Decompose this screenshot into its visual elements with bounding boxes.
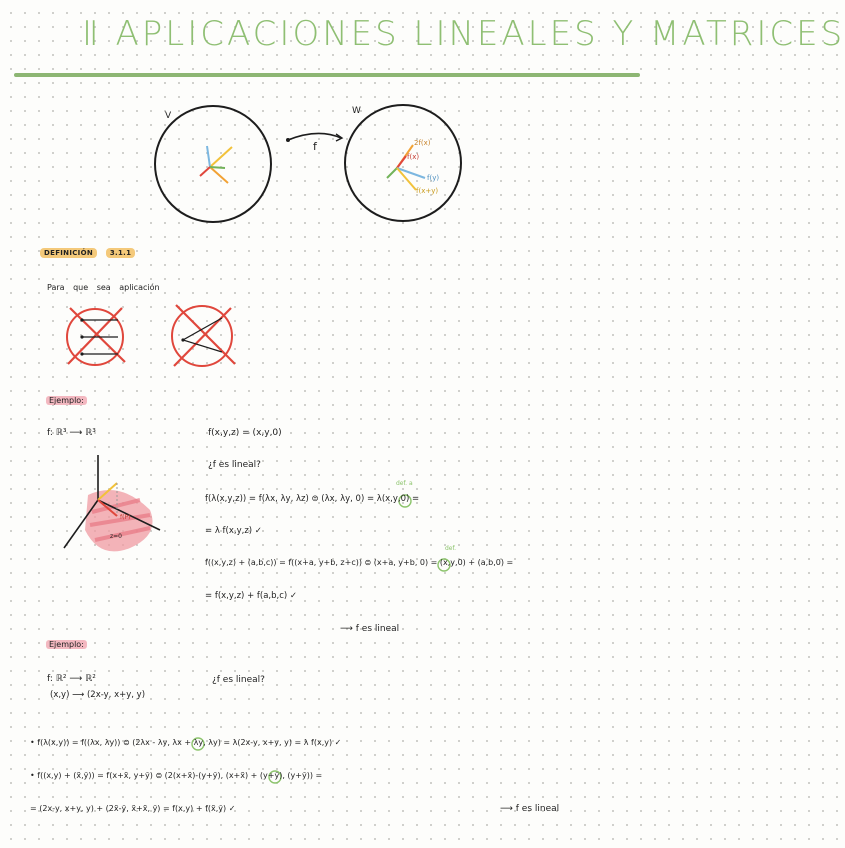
example1-rule: f(x,y,z) = (x,y,0)	[208, 428, 282, 438]
set-v-label: V	[165, 111, 172, 121]
w-label-fx: f(x)	[407, 153, 420, 161]
definition-text: Para que sea aplicación	[47, 283, 160, 292]
example2-line1: • f(λ(x,y)) = f((λx, λy)) ⊜ (2λx - λy, λx + λy, λy) = λ(2x-y, x+y, y) = λ f(x,y) ✓	[30, 738, 342, 747]
non-map-diagram-2	[172, 305, 235, 366]
non-map-diagram-1	[67, 308, 125, 365]
example2-line2: • f((x,y) + (x̃,ỹ)) = f(x+x̃, y+ỹ) ⊜ (2(x+x̃)-(y+ỹ), (x+x̃) + (y+ỹ), (y+ỹ)) =	[30, 771, 323, 780]
example1-conclusion: ⟶ f es lineal	[340, 624, 400, 634]
set-w-circle	[345, 105, 461, 221]
example1-note2: def.	[445, 545, 457, 552]
w-label-fy: f(y)	[427, 174, 440, 182]
example1-heading: Ejemplo:	[46, 396, 87, 406]
example2-question: ¿f es lineal?	[212, 675, 265, 685]
map-label: f	[313, 140, 317, 153]
example1-question: ¿f es lineal?	[208, 460, 261, 470]
example2-heading: Ejemplo:	[46, 640, 87, 650]
w-label-fxy: f(x+y)	[416, 187, 439, 195]
vectors-v	[200, 146, 232, 183]
plot-label-fp: f(P)	[120, 514, 131, 521]
example2-line3: = (2x-y, x+y, y) + (2x̃-ỹ, x̃+x̃, ỹ) = f(x,y) + f(x̃,ỹ) ✓	[30, 804, 236, 813]
definition-header	[40, 248, 135, 258]
example1-line1: f(λ(x,y,z)) = f(λx, λy, λz) ⊜ (λx, λy, 0) = λ(x,y,0) =	[205, 494, 420, 504]
vectors-w	[387, 145, 425, 190]
set-w-label: W	[352, 106, 361, 116]
example1-line4: = f(x,y,z) + f(a,b,c) ✓	[205, 591, 298, 601]
example2-map: f: ℝ² ⟶ ℝ²	[47, 674, 96, 684]
example2-conclusion: ⟶ f es lineal	[500, 804, 560, 814]
page-title: Ⅱ APLICACIONES LINEALES Y MATRICES	[82, 14, 845, 54]
definition-badge: DEFINICIÓN	[40, 248, 97, 258]
example1-note1: def. a	[396, 480, 413, 487]
plot-label-plane: z=0	[110, 533, 122, 540]
definition-number: 3.1.1	[106, 248, 135, 258]
example1-line2: = λ f(x,y,z) ✓	[205, 526, 262, 536]
example2-rule: (x,y) ⟶ (2x-y, x+y, y)	[50, 690, 146, 700]
example1-line3: f((x,y,z) + (a,b,c)) = f((x+a, y+b, z+c)) ⊜ (x+a, y+b, 0) = (x,y,0) + (a,b,0) =	[205, 558, 514, 567]
w-label-2fx: 2f(x)	[414, 139, 431, 147]
example1-map: f: ℝ³ ⟶ ℝ³	[47, 428, 96, 438]
